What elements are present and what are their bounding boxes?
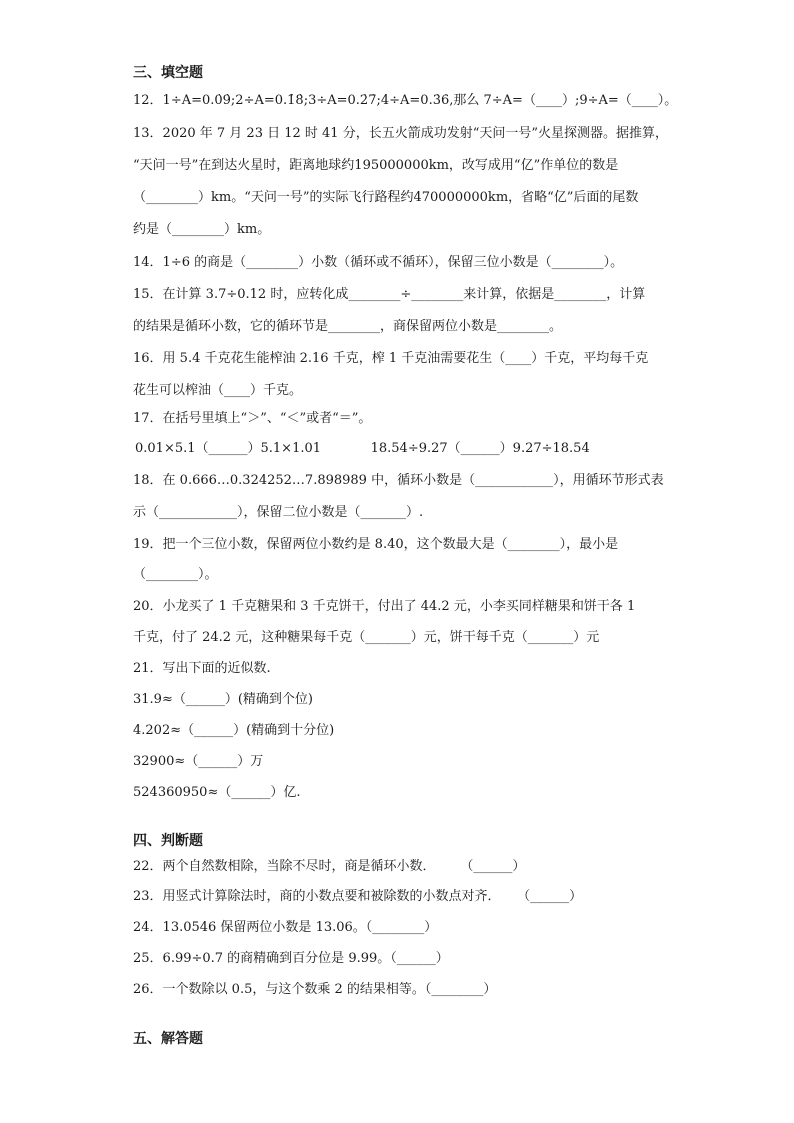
question-13-line3: （________）km。“天问一号”的实际飞行路程约470000000km，省略“亿”后面的尾数 [133,190,639,205]
question-20-line2: 千克，付了 24.2 元，这种糖果每千克（_______）元，饼干每千克（_______）元 [133,630,600,645]
question-21-item-4: 524360950≈（______）亿. [133,785,301,800]
question-21-item-1: 31.9≈（______）(精确到个位) [133,692,313,707]
question-14: 14．1÷6 的商是（________）小数（循环或不循环），保留三位小数是（________）。 [133,255,624,270]
question-13-line1: 13．2020 年 7 月 23 日 12 时 41 分，长五火箭成功发射“天问一号”火星探测器。据推算， [133,126,669,141]
question-16-line1: 16．用 5.4 千克花生能榨油 2.16 千克，榨 1 千克油需要花生（____）千克，平均每千克 [133,351,649,366]
question-13-line4: 约是（________）km。 [133,222,271,237]
question-24: 24．13.0546 保留两位小数是 13.06。（________） [133,920,438,935]
question-21: 21．写出下面的近似数. [133,661,271,676]
question-18-line2: 示（____________），保留二位小数是（_______）. [133,505,424,520]
question-12: 12．1÷A=0.0̇9̇;2÷A=0.1̇8̇;3÷A=0.2̇7̇;4÷A=0.3̇6̇,那么 7÷A=（____）;9÷A=（____）。 [133,93,678,108]
question-16-line2: 花生可以榨油（____）千克。 [133,383,303,398]
question-13-line2: “天问一号”在到达火星时，距离地球约195000000km，改写成用“亿”作单位的数是 [133,158,619,173]
question-26: 26．一个数除以 0.5，与这个数乘 2 的结果相等。（________） [133,982,497,997]
question-15-line2: 的结果是循环小数，它的循环节是________，商保留两位小数是________。 [133,319,563,334]
section-title-solve: 五、解答题 [133,1031,203,1047]
section-title-true-false: 四、判断题 [133,833,203,849]
question-22: 22．两个自然数相除，当除不尽时，商是循环小数． （______） [133,859,526,874]
question-21-item-2: 4.202≈（______）(精确到十分位) [133,723,335,738]
question-23: 23．用竖式计算除法时，商的小数点要和被除数的小数点对齐． （______） [133,889,583,904]
question-21-item-3: 32900≈（______）万 [133,754,264,769]
question-17-items: 0.01×5.1（______）5.1×1.01 18.54÷9.27（______）9.27÷18.54 [135,441,590,456]
question-20-line1: 20．小龙买了 1 千克糖果和 3 千克饼干，付出了 44.2 元，小李买同样糖果和饼干各 1 [133,599,636,614]
question-19-line2: （________）。 [133,567,218,582]
question-19-line1: 19．把一个三位小数，保留两位小数约是 8.40，这个数最大是（________），最小是 [133,537,619,552]
question-18-line1: 18．在 0.666…0.324252…7.898989 中，循环小数是（____________），用循环节形式表 [133,473,664,488]
question-15-line1: 15．在计算 3.7÷0.12 时，应转化成________÷________来计算，依据是________，计算 [133,287,646,302]
section-title-fill-in: 三、填空题 [133,65,203,81]
question-17: 17．在括号里填上“＞”、“＜”或者“＝”。 [133,411,372,426]
question-25: 25．6.99÷0.7 的商精确到百分位是 9.99。（______） [133,951,449,966]
